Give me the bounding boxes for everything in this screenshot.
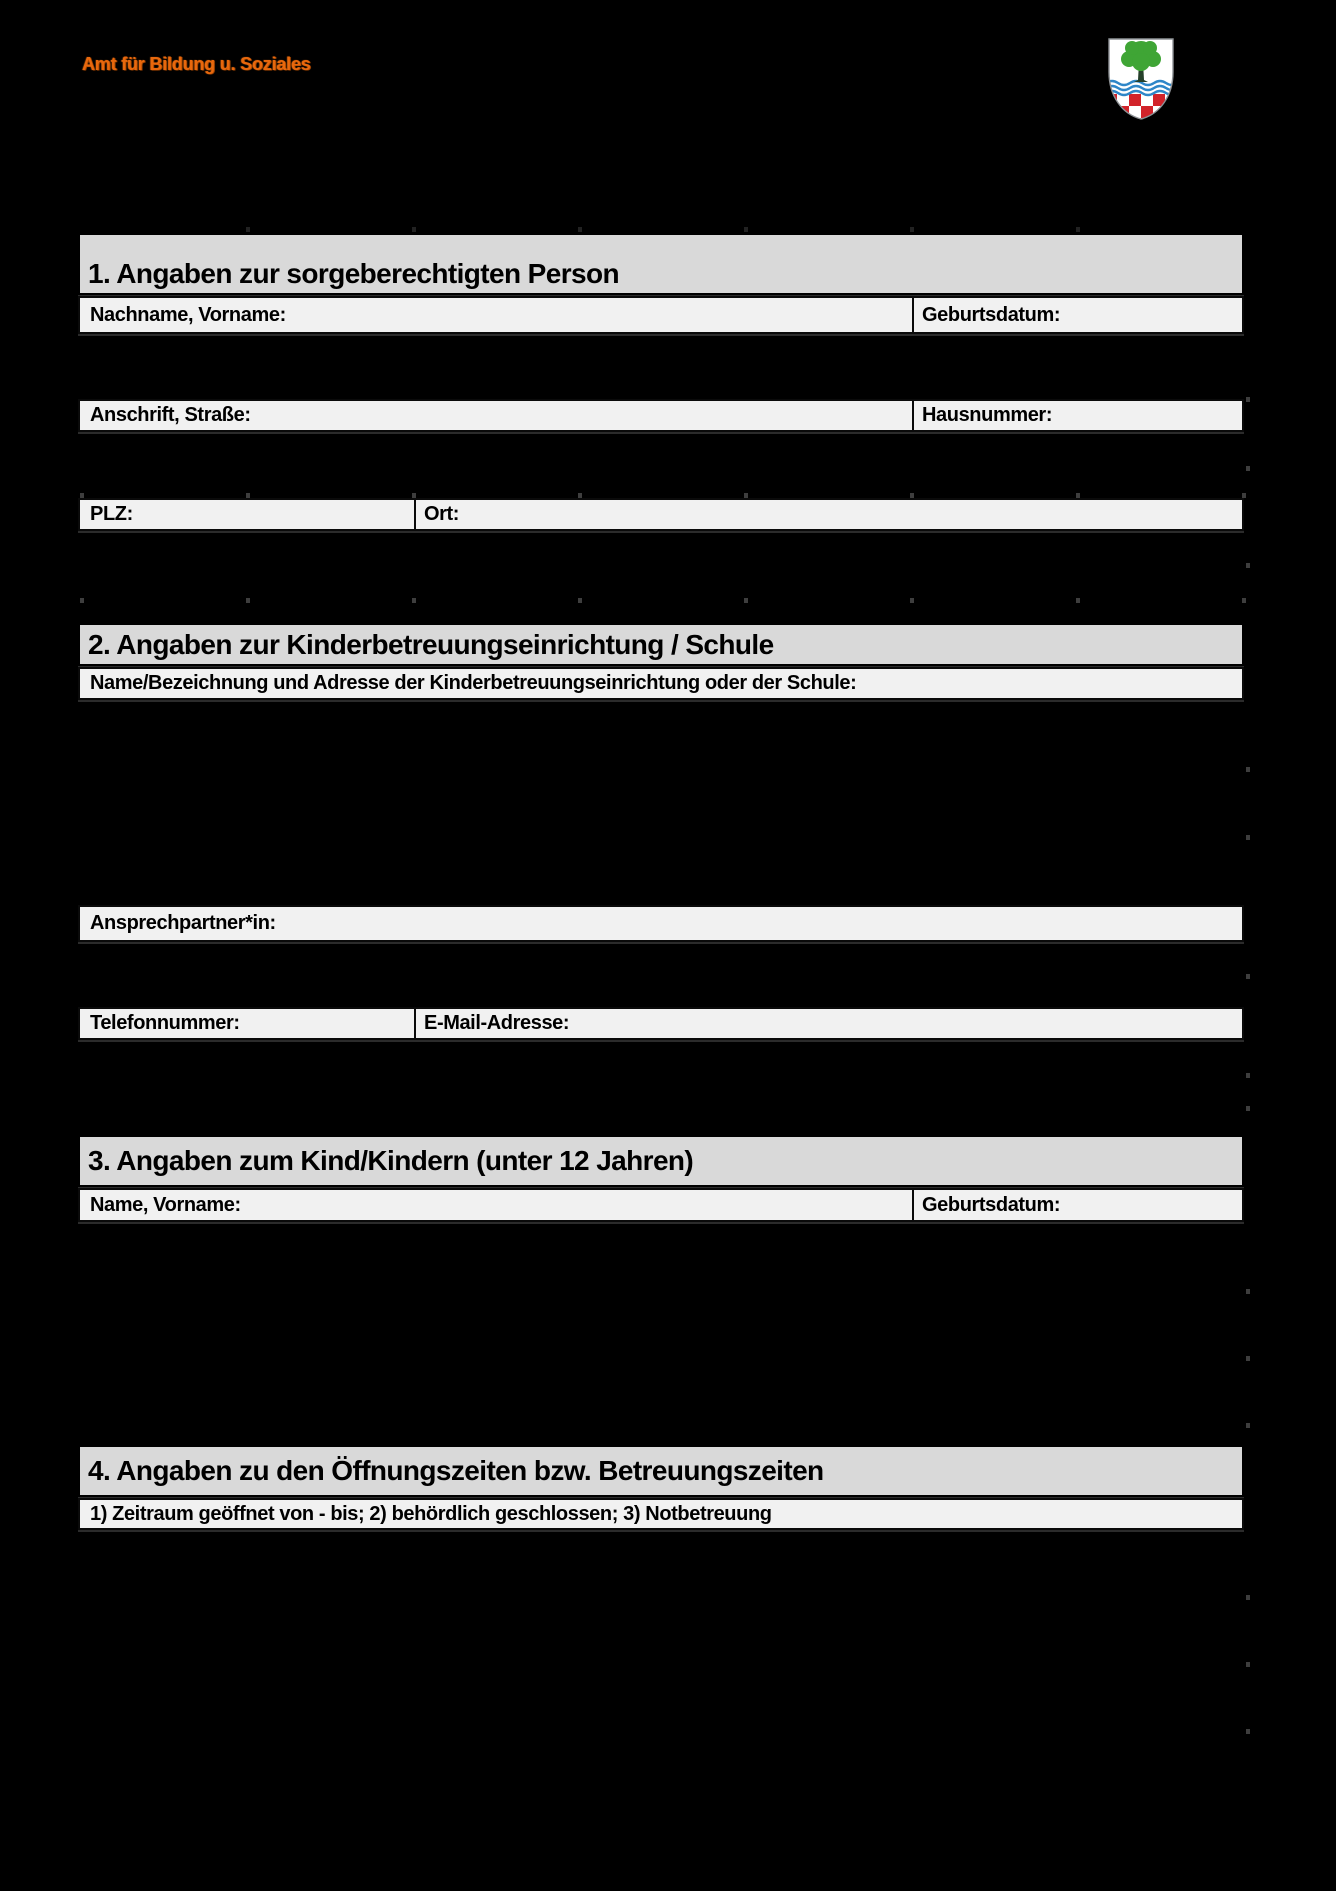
grid-tick [412,227,416,232]
section4-title: 4. Angaben zu den Öffnungszeiten bzw. Betreuungszeiten [88,1455,824,1486]
department-title: Amt für Bildung u. Soziales [82,54,311,74]
street-label: Anschrift, Straße: [90,404,251,426]
row-facility-name [78,667,1244,700]
section3-header [78,1135,1244,1187]
grid-tick [744,227,748,232]
grid-tick [1246,397,1250,402]
email-label: E-Mail-Adresse: [424,1012,570,1034]
section1-header [78,233,1244,295]
lastname-firstname-label: Nachname, Vorname: [90,303,286,326]
grid-tick [246,493,250,498]
grid-tick [1246,1423,1250,1428]
grid-tick [1242,598,1246,603]
grid-tick [744,493,748,498]
grid-tick [578,227,582,232]
plz-label: PLZ: [90,503,133,525]
grid-tick [1246,1289,1250,1294]
grid-tick [1246,974,1250,979]
row-opening-times [78,1498,1244,1530]
grid-tick [578,493,582,498]
birthdate-label: Geburtsdatum: [922,303,1061,326]
section4-header [78,1445,1244,1497]
grid-tick [1246,466,1250,471]
grid-tick [1246,835,1250,840]
city-label: Ort: [424,503,460,525]
grid-tick [412,598,416,603]
section3-title: 3. Angaben zum Kind/Kindern (unter 12 Jahren) [88,1145,694,1176]
section2-header [78,623,1244,666]
grid-tick [1242,493,1246,498]
row-phone-email [78,1007,1244,1040]
grid-tick [1246,767,1250,772]
grid-tick [1246,1356,1250,1361]
row-contact-person [78,905,1244,942]
grid-tick [80,493,84,498]
row-child-name-birthdate [78,1188,1244,1222]
row-street-housenumber [78,399,1244,432]
row-plz-city [78,498,1244,531]
grid-tick [910,227,914,232]
grid-tick [246,598,250,603]
grid-tick [1246,1073,1250,1078]
grid-tick [910,493,914,498]
grid-tick [1246,1662,1250,1667]
row-name-birthdate [78,296,1244,334]
grid-tick [246,227,250,232]
housenumber-label: Hausnummer: [922,404,1053,426]
phone-label: Telefonnummer: [90,1012,240,1034]
grid-tick [1246,563,1250,568]
grid-tick [1076,598,1080,603]
grid-tick [80,598,84,603]
grid-tick [412,493,416,498]
grid-tick [1246,1106,1250,1111]
grid-tick [744,598,748,603]
grid-tick [578,598,582,603]
section1-title: 1. Angaben zur sorgeberechtigten Person [88,258,620,289]
child-name-label: Name, Vorname: [90,1193,241,1216]
grid-tick [1246,1729,1250,1734]
contact-person-label: Ansprechpartner*in: [90,912,276,934]
grid-tick [1076,227,1080,232]
grid-tick [910,598,914,603]
grid-tick [1076,493,1080,498]
section2-title: 2. Angaben zur Kinderbetreuungseinrichtung / Schule [88,628,774,660]
tree-canopy [1121,41,1161,71]
coat-of-arms-logo [1102,36,1180,122]
child-birthdate-label: Geburtsdatum: [922,1193,1061,1216]
opening-times-label: 1) Zeitraum geöffnet von - bis; 2) behördlich geschlossen; 3) Notbetreuung [90,1502,772,1525]
facility-name-label: Name/Bezeichnung und Adresse der Kinderbetreuungseinrichtung oder der Schule: [90,672,857,694]
grid-tick [1246,1595,1250,1600]
